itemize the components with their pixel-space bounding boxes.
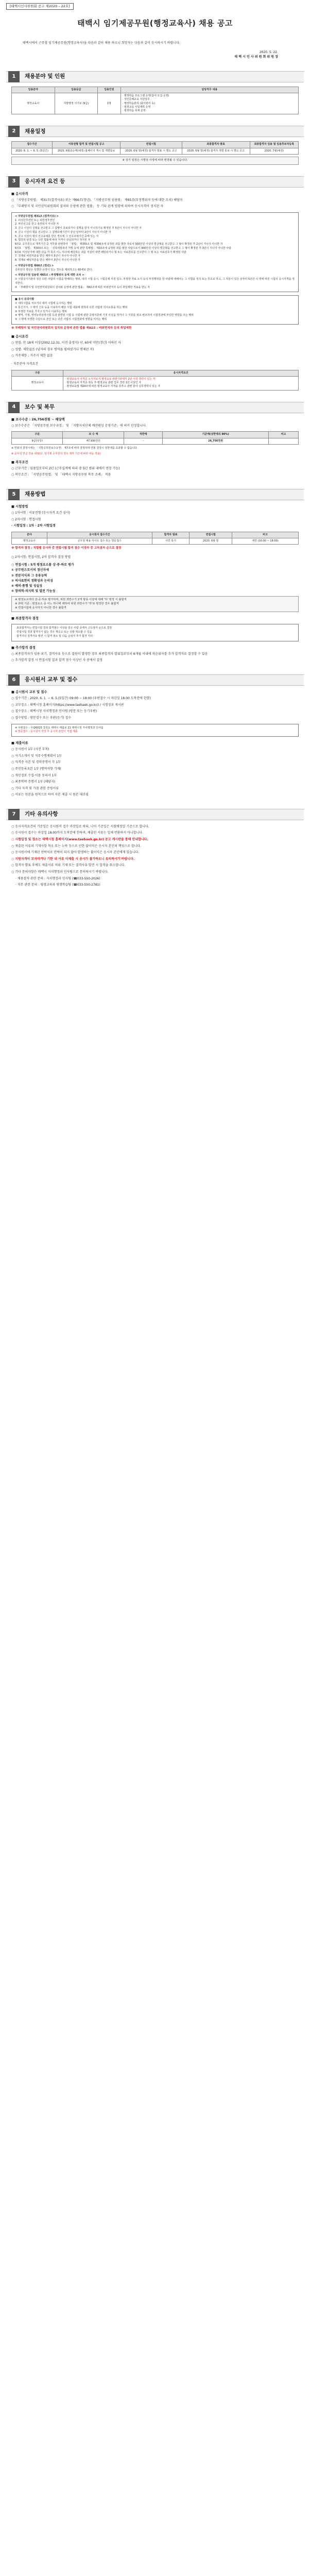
section-number: 4 [8,402,20,413]
notice-item: ○ 합격자 발표 후에도 제출서류 허위 기재 또는 결격사유 발견 시 합격을 취소합니다. [11,863,126,868]
table-row [12,148,299,154]
subheading: ■ 보수수준 : 26,756천원 ∼ 해당액 [11,417,65,421]
law-box-title: < 지방공무원법 제66조 (정년) > [15,264,54,267]
table-header: 접수기간 [12,142,53,148]
table-cell: 9급(상당) [12,438,63,444]
subheading: · 직무분야 자격요건 [11,362,39,366]
qualification-item: ○ 「지방공무원법」 제31조(결격사유) 또는 제66조(정년), 「지방공무원 임용령」 제65조(부정행위자 등에 대한 조치) 해당자 [11,198,183,202]
criteria-item: ⑤ 창의력·의지력 및 발전 가능성 [11,589,56,594]
table-header: 하한액 [124,432,163,438]
table-header: 면접시험 [190,532,232,538]
section-number: 3 [8,176,20,188]
table-header: 합격자 발표 [152,532,190,538]
doc-item: ○ 주민등록초본 1부 (병역사항 기재) [11,767,61,771]
scoring-note [11,596,299,612]
table-cell: 2020. 6월 말(예정) 합격자 발표 시 별도 공고 [120,148,182,154]
section-5 [6,489,304,663]
caution-item: ⑤ 그 밖에 부정한 수단으로 본인 또는 다른 사람의 시험결과에 영향을 미치는 행위 [15,318,107,321]
table-cell: 2020. 6월중순께(예정) 홈페이지 게시 및 개별통보 [53,148,120,154]
table-header: 최종합격자 발표 [182,142,250,148]
section-3 [6,176,304,391]
requirement-item: ○ 성별: 제한없음 (남자의 경우 병역을 필하였거나 면제된 자) [11,347,94,351]
law-box-title: < 지방공무원 임용령 제65조 : 부정행위자 등에 대한 조치 > [15,274,84,277]
law-item: 4. 금고 이상의 형을 선고받고 그 집행유예기간이 끝난 날부터 2년이 지나지 아니한 자 [15,230,111,234]
caution-item: ② 통신기기, 그 밖의 신호 등을 이용하여 해당 시험 내용에 관하여 다른 사람과 의사소통을 하는 행위 [15,306,128,309]
extra-item: ○ 추가합격 결정 시 면접시험 결과 합격 점수 이상인 자 중에서 결정 [11,658,102,663]
notice-item: ○ 응시원서에 기재된 연락처로 연락이 되지 않아 발생하는 불이익은 응시자 본인에게 있습니다. [11,851,140,855]
receipt-note: ※ 우편접수 : 우)26015 강원도 태백시 태붐로 21 태백시청 자치행정과 인사팀 [15,726,104,730]
scoring-item: ※ 평정요소마다 상·중·하로 평가하며, 위원 과반수가 2개 항목 이상에 대해 '하' 평정 시 불합격 [15,598,127,602]
table-cell [63,376,299,390]
table-header: 담당직무 내용 [120,87,298,93]
requirement-item: ○ 거주제한 : 거주지 제한 없음 [11,354,53,358]
decision-note: ※ 합격자 결정 : 직렬별 응시자 중 면접시험 합격 점수 이상자 중 고득점자 순으로 결정 [11,547,122,550]
table-row [12,376,299,390]
table-cell: 2020. 6월 말 [190,538,232,545]
final-decision-box [11,624,299,641]
final-item: · 면접시험 결과 합격자가 없는 경우 재공고 또는 선발 취소할 수 있음 [15,631,92,634]
method-item: ○ 2차시험 : 면접시험 [11,517,41,521]
requirement-text: · 평생교육사 자격증 소지자로서 평생교육 관련기관에서 2년 이상 경력이 있는 자 [65,377,156,381]
doc-item: ○ 서류는 원본을 원칙으로 하며 사본 제출 시 원본 대조필 [11,793,89,797]
recruitment-table [11,87,299,115]
section-number: 7 [8,809,20,820]
table-header: 구분 [12,432,63,438]
law-item: 2. 파산선고를 받고 복권되지 아니한 자 [15,223,59,226]
receipt-item: ○ 접수장소 : 태백시청 자치행정과 인사팀 (방문 또는 등기우편) [11,709,97,714]
caution-item: ④ 병역, 가점, 영어능력검정시험 등과 관련된 시험 등 시험에 관한 증명서류에 거짓 사실을 적거나 그 서류를 위조·변조하여 시험결과에 부당한 영향을 주는 행위 [15,314,194,317]
section-header [6,71,304,82]
law-item: 6의2. 공무원으로 재직기간 중 직무와 관련하여 「형법」 제355조 및 제356조에 규정된 죄를 범한 자로서 300만원 이상의 벌금형을 선고받고 그 형이 확정된 후 2년이 지나지 아니한 자 [15,243,223,246]
table-header: 분야 [12,532,47,538]
table-cell: 2020. 7월(예정) [250,148,298,154]
final-item: · 합격자의 결격사유 발견 시 합격 취소 및 다음 순위자 추가 합격 처리 [15,634,93,638]
receipt-item: ○ 교부장소 : 태백시청 홈페이지(https://www.taebaek.go.kr/) / 시험정보 게시판 [11,703,124,707]
doc-item: ○ 자격증 사본 및 경력증명서 각 1부 [11,760,61,765]
caution-title: ■ 응시 유의사항 [15,298,35,301]
section-1 [6,71,304,115]
table-cell: 2020. 6월 말(예정) 합격자 개별 통보 시 별도 공고 [182,148,250,154]
table-header: 최종합격자 임용 및 임용후보자등록 [250,142,298,148]
table-cell: 공무원 채용 사이트 접수 또는 방문접수 [47,538,152,545]
table-row [12,93,299,114]
law-item: 공무원의 정년은 특별한 규정이 있는 경우를 제외하고는 60세로 한다. [15,268,93,272]
section-header [6,489,304,500]
qualification-table [11,370,299,391]
subheading: · 시험일정 : 1차 · 2차 시험일정 [11,524,56,528]
doc-item: ○ 개인정보 수집·이용 동의서 1부 [11,773,57,777]
law-item: 7. 징계로 파면처분을 받은 때부터 5년이 지나지 아니한 자 [15,255,80,258]
doc-item: ○ 최종학력 증명서 1부 (해당자) [11,780,56,784]
section-number: 1 [8,71,20,82]
subheading: ■ 응시자격 [11,192,28,196]
notice-item: ○ 기타 문의사항은 태백시 자치행정과 인사팀으로 문의하시기 바랍니다. [11,870,109,874]
pay-note: ※ 공무원 연금 적용 대상(단, 임기제 공무원의 경우 재직 기간에 따라 차등 적용) [11,452,101,455]
section-header [6,402,304,413]
section-7 [6,809,304,888]
law-item: 3. 금고 이상의 실형을 선고받고 그 집행이 종료되거나 집행을 받지 아니하기로 확정된 후 5년이 지나지 아니한 자 [15,227,142,230]
section-header [6,674,304,686]
criteria-item: ○ 면접시험 : 5개 평정요소를 상·중·하로 평가 [11,563,74,567]
table-row [12,438,299,444]
law-item: ① 시험실시기관의 장은 다른 사람의 시험을 방해하는 행위, 대리 시험 응시, 시험문제 사전 입수, 부정한 자료 소지 등의 부정행위를 한 사람에 대해서는 그 시험을 정지 또는 무효로 하고, 그 처분이 있은 날부터 5년간 이 영에 따른 시험의 응시자격을 정지한다. [15,278,295,285]
warning-line: ※ 부패방지 및 국민권익위원회의 설치와 운영에 관한 법률 제82조 : 비위면직자 등의 취업제한 [11,326,132,330]
law-item: 6의3. 「형법」 제303조 또는 「성폭력범죄의 처벌 등에 관한 특례법」 제10조에 규정된 죄를 범한 사람으로서 300만원 이상의 벌금형을 선고받고 그 형이 확정된 후 3년이 지나지 아니한 사람 [15,246,231,250]
subheading: ■ 시험방법 [11,505,28,509]
law-item: 8. 징계로 해임처분을 받은 때부터 3년이 지나지 아니한 자 [15,259,80,262]
section-number: 2 [8,126,20,137]
organization-name: 태 백 시 인 사 위 원 회 위 원 장 [234,55,278,59]
interview-criteria [11,563,299,594]
table-header: 기준액(상한액의 80%) [163,432,269,438]
law-item: 6. 법원의 판결 또는 다른 법률에 따라 자격이 상실되거나 정지된 자 [15,239,91,242]
duty-item: · 평생교육 사업계획 운영 [122,105,151,109]
section-header [6,176,304,188]
section-title: 응시원서 교부 및 접수 [25,676,78,683]
doc-item: ○ 기타 자격 및 가점 관련 증빙서류 [11,786,59,790]
requirement-text: · 평생교육법 제24조에 따른 평생교육사 자격을 갖추고 관련 분야 실무경력이 있는 자 [65,385,161,388]
pay-table [11,431,299,445]
table-cell [268,438,298,444]
doc-item: ○ 자기소개서 및 직무수행계획서 1부 [11,754,62,758]
notice-item: ○ 제출된 서류의 기재사항 착오 또는 누락 등으로 인한 불이익은 응시자 본인의 책임으로 합니다. [11,844,142,848]
notice-number: [태백시인사위원회 공고 제2020 – 22호] [6,3,74,10]
notice-item-important: ○ 시험일정 및 장소는 태백시청 홈페이지(www.taebaek.go.kr) 공고 게시판을 통해 안내합니다. [11,838,148,842]
signature-block [6,50,278,60]
section-title: 기타 유의사항 [25,811,58,818]
table-cell: 대면 (10:00 ~ 18:00) [232,538,299,545]
criteria-item: ② 전문지식과 그 응용능력 [11,573,47,578]
table-cell [120,93,298,114]
contact-item: · 직무 관련 문의 : 평생교육과 평생학습팀 (☎033-550-2781) [15,883,100,887]
table-header: 면접시험 [120,142,182,148]
criteria-item: ④ 예의·품행 및 성실성 [11,584,42,588]
contact-item: · 채용절차 관련 문의 : 자치행정과 인사팀 (☎033-550-2026) [15,876,100,880]
intro-text: 태백시에서 근무할 임기제공무원(행정교육사)을 다음과 같이 채용 하오니 희망자는 다음과 같이 응시하시기 바랍니다. [23,41,180,45]
duty-item: · 행정학습관리 (출석관리 등) [122,101,156,105]
table-cell: 2020. 6. 1. ~ 6. 5. (5일간) [12,148,53,154]
section-number: 6 [8,674,20,686]
subheading: ■ 추가합격 결정 [11,646,36,650]
table-cell: 지방행정 서기보 (9급) [55,93,98,114]
subheading: ■ 제출서류 [11,741,28,745]
notice-item: ○ 응시원서 접수는 마감일 18:00까지 도착분에 한하며, 제출된 서류는 일체 반환하지 아니합니다. [11,831,143,835]
notice-item-important: ○ 지원자격이 모자라거나 기한 내 서류 미제출 시 응시가 불가하오니 유의하시기 바랍니다. [11,857,135,861]
table-cell: 행정교육사 [12,93,55,114]
section-number: 5 [8,489,20,500]
caution-item: ① 대리시험을 치르거나 대리 시험에 응시하는 행위 [15,302,72,306]
final-item: · 최종합격자는 면접시험 결과 합격점수 이상을 얻은 사람 중에서 고득점자 순으로 결정 [15,626,112,630]
table-header: 구분 [12,370,63,376]
duty-item: · 평생학습 축제 운영 [122,109,146,113]
subheading: ■ 최종합격자 결정 [11,617,39,621]
table-row [12,538,299,545]
table-header: 임용분야 [12,87,55,93]
notice-date: 2020. 5. 22. [259,50,278,54]
subheading: ■ 복무조건 [11,460,28,464]
table-cell: 26,756천원 [163,438,269,444]
term-item: ○ 복무조건 : 「지방공무원법」 및 「태백시 지방공무원 복무 조례」 적용 [11,473,111,477]
criteria-item: ③ 의사표현의 정확성과 논리성 [11,579,53,583]
table-header: 비고 [268,432,298,438]
table-cell: 47,930천원 [63,438,124,444]
law-box-title: < 지방공무원법 제31조 (결격사유) > [15,214,59,218]
table-cell: 서면 통지 [152,538,190,545]
table-header: 임용인원 [98,87,121,93]
scoring-item: ※ 과락 기준 : 평정요소 중 어느 하나에 대하여 위원 과반수가 '하'로 평정한 경우 불합격 [15,602,119,605]
duty-item: · 성인문해교육 지원업무 [122,98,150,101]
section-title: 응시자격 요건 등 [25,178,65,185]
table-cell: 행정교육사 [12,538,47,545]
receipt-note-box [11,724,299,737]
section-title: 보수 및 복무 [25,403,55,410]
receipt-item: ○ 접수기간 : 2020. 6. 1. ~ 6. 5.(5일간) 09:00 ~ 18:00 (우편접수 시 마감일 18:00 도착분에 한함) [11,697,151,701]
method-item: ○ 1차시험 : 서류전형 (응시자격 요건 심사) [11,511,71,515]
scoring-item: ※ 면접시험에 응시하지 아니한 경우 불합격 [15,606,66,609]
pay-text: ○ 보수수준은 「지방공무원 보수규정」 및 「지방자치단체 예산편성 운영기준」에 의거 산정합니다. [11,423,147,428]
section-4 [6,402,304,478]
table-header: 비고 [232,532,299,538]
section-title: 채용분야 및 인원 [25,73,65,80]
exam-schedule-table [11,532,299,545]
law-item: ② 「부패방지 및 국민권익위원회의 설치와 운영에 관한 법률」 제82조에 따른 비위면직자 등의 취업제한 적용을 받는 자 [15,285,150,289]
law-item: 5. 금고 이상의 형의 선고유예를 받은 경우에 그 선고유예기간 중에 있는 자 [15,234,99,238]
page-title: 태백시 임기제공무원(행정교육사) 채용 공고 [77,19,233,28]
pay-note: ※ 연봉의 결정시에는 「지방공무원보수규정」 제7조에 따라 결정하며 연봉 결정시 상한액을 초과할 수 없습니다. [11,446,138,450]
schedule-table [11,141,299,155]
table-header: 보 수 액 [63,432,124,438]
section-header [6,126,304,137]
interview-intro: ○ 2차시험: 면접시험, 2차 합격자 결정 방법 [11,555,71,559]
doc-item: ○ 응시원서 1부 (사진 부착) [11,748,49,752]
term-item: ○ 근무기간 : 임용일로부터 2년 (근무실적에 따라 총 5년 범위 내에서 연장 가능) [11,466,120,470]
section-title: 채용방법 [25,491,46,498]
table-cell: – [124,438,163,444]
law-box [11,212,299,293]
criteria-item: ① 공무원으로서의 정신자세 [11,568,49,572]
caution-box [11,295,299,325]
subheading: ■ 응시요건 [11,335,28,339]
section-2 [6,126,304,164]
table-cell: 1명 [98,93,121,114]
requirement-item: ○ 연령: 만 18세 이상(2002.12.31. 이전 출생자) 단, 60세 미만(정년) 이하인 자 [11,341,121,345]
table-header: 임용등급 [55,87,98,93]
schedule-note: ※ 상기 일정은 시행상 사정에 따라 변경될 수 있습니다. [11,157,299,165]
law-item: 1. 피성년후견인 또는 피한정후견인 [15,218,55,222]
notice-item: ○ 응시자격요건의 기준일은 응시원서 접수 마감일로 하되, 나이 기준일은 시험예정일 기준으로 합니다. [11,824,149,828]
qualification-item: ○ 「부패방지 및 국민권익위원회의 설치와 운영에 관한 법률」 등 기타 관계 법령에 의하여 응시자격이 정지된 자 [11,205,164,209]
duty-item: · 행정학습 프로그램 운영(참여 모집·운영) [122,94,169,98]
extra-item: ○ 최종합격자가 임용 포기, 결격사유 등으로 결원이 발생한 경우 최종합격자 발표일로부터 6개월 이내에 차순위자를 추가 합격자로 결정할 수 있음 [11,652,208,656]
section-header [6,809,304,820]
subheading: ■ 응시원서 교부 및 접수 [11,690,47,694]
receipt-item: ○ 접수방법 : 방문접수 또는 우편(등기) 접수 [11,716,72,720]
section-title: 채용일정 [25,128,46,134]
table-header: 응시원서 접수기간 [47,532,152,538]
caution-item: ③ 부정한 자료를 가지고 있거나 이용하는 행위 [15,310,67,313]
requirement-text: · 평생교육사 자격증 취득 후 평생교육 관련 업무 경력 1년 이상인 자 [65,381,142,385]
section-6 [6,674,304,798]
table-header: 응시자격요건 [63,370,299,376]
law-item: 6의4. 미성년자에 대한 다음 각 목의 어느 하나에 해당하는 죄를 저질러 파면·해임되거나 형 또는 치료감호를 선고받아 그 형 또는 치료감호가 확정된 사람 [15,250,186,254]
receipt-note: ※ 방문접수 : 응시원서 작성 후 응시자 본인이 직접 제출 [15,730,78,734]
table-header: 서류전형 합격 및 면접시험 공고 [53,142,120,148]
table-cell: 행정교육사 [12,376,63,390]
